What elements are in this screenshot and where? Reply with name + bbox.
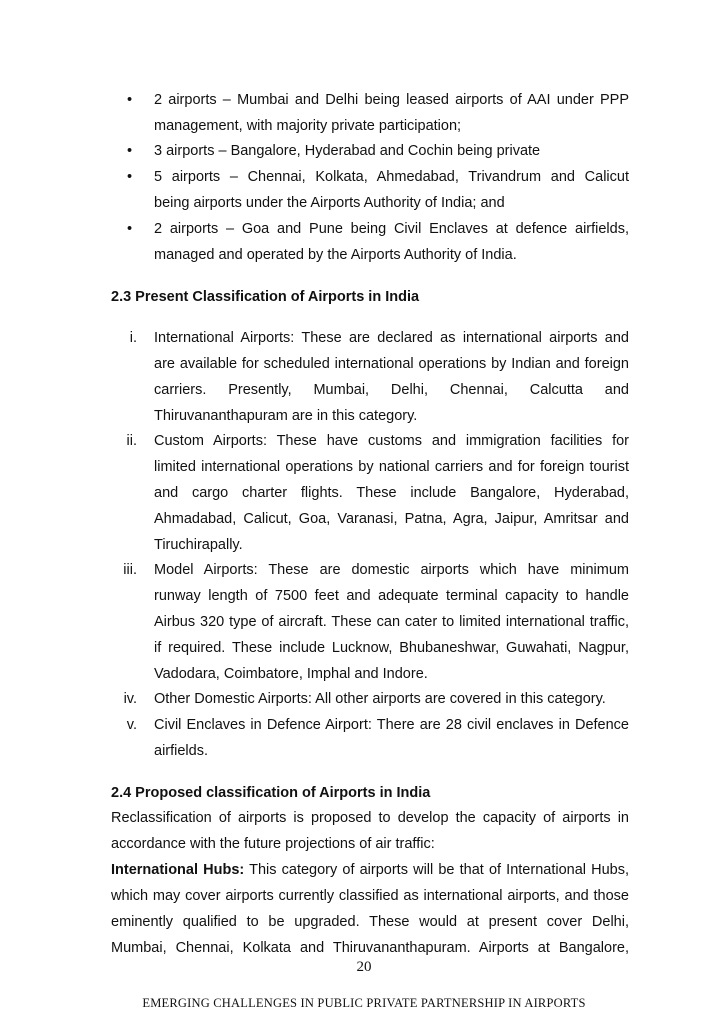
paragraph-line: Reclassification of airports is proposed to develop the capacity of airports in xyxy=(111,810,629,826)
bullet-marker: • xyxy=(127,169,133,185)
bullet-line: managed and operated by the Airports Authority of India. xyxy=(154,247,517,263)
list-item-line: Ahmadabad, Calicut, Goa, Varanasi, Patna, Agra, Jaipur, Amritsar and xyxy=(154,511,629,527)
list-item-line: International Airports: These are declared as international airports and xyxy=(154,330,629,346)
list-number: iii. xyxy=(123,562,137,578)
list-number: ii. xyxy=(126,433,137,449)
list-item-line: runway length of 7500 feet and adequate terminal capacity to handle xyxy=(154,588,629,604)
list-item-line: carriers. Presently, Mumbai, Delhi, Chennai, Calcutta and xyxy=(154,382,629,398)
list-number: v. xyxy=(126,717,137,733)
list-item-line: Vadodara, Coimbatore, Imphal and Indore. xyxy=(154,666,428,682)
bullet-line: 3 airports – Bangalore, Hyderabad and Cochin being private xyxy=(154,143,541,159)
paragraph-line: eminently qualified to be upgraded. These would at present cover Delhi, xyxy=(111,914,629,930)
bullet-line: 2 airports – Goa and Pune being Civil Enclaves at defence airfields, xyxy=(154,221,629,237)
list-item-line: Airbus 320 type of aircraft. These can cater to limited international traffic, xyxy=(154,614,629,630)
page-number: 20 xyxy=(356,959,372,975)
list-number: i. xyxy=(129,330,137,346)
list-item-line: if required. These include Lucknow, Bhubaneshwar, Guwahati, Nagpur, xyxy=(154,640,629,656)
paragraph-line xyxy=(111,860,629,880)
list-item-line: Thiruvananthapuram are in this category. xyxy=(154,408,418,424)
bullet-marker: • xyxy=(127,143,133,159)
list-item-line: limited international operations by national carriers and for foreign tourist xyxy=(154,459,629,475)
section-heading-2-4: 2.4 Proposed classification of Airports in India xyxy=(111,785,431,801)
list-item-line: Other Domestic Airports: All other airports are covered in this category. xyxy=(154,691,606,707)
list-item-line: and cargo charter flights. These include Bangalore, Hyderabad, xyxy=(154,485,629,501)
paragraph-line: which may cover airports currently classified as international airports, and those xyxy=(111,888,629,904)
paragraph-text: This category of airports will be that of International Hubs, xyxy=(244,862,630,878)
list-item-line: Custom Airports: These have customs and immigration facilities for xyxy=(154,433,629,449)
section-heading-2-3: 2.3 Present Classification of Airports in India xyxy=(111,289,420,305)
paragraph-line: Mumbai, Chennai, Kolkata and Thiruvananthapuram. Airports at Bangalore, xyxy=(111,940,629,956)
list-item-line: airfields. xyxy=(154,743,208,759)
bullet-line: 2 airports – Mumbai and Delhi being leased airports of AAI under PPP xyxy=(154,92,629,108)
list-item-line: Civil Enclaves in Defence Airport: There are 28 civil enclaves in Defence xyxy=(154,717,629,733)
bullet-marker: • xyxy=(127,221,133,237)
international-hubs-label: International Hubs: xyxy=(111,862,245,878)
paragraph-line: accordance with the future projections of air traffic: xyxy=(111,836,435,852)
page-footer: EMERGING CHALLENGES IN PUBLIC PRIVATE PARTNERSHIP IN AIRPORTS xyxy=(142,996,586,1010)
list-item-line: Tiruchirapally. xyxy=(154,537,243,553)
list-item-line: are available for scheduled international operations by Indian and foreign xyxy=(154,356,629,372)
bullet-line: 5 airports – Chennai, Kolkata, Ahmedabad, Trivandrum and Calicut xyxy=(154,169,629,185)
bullet-marker: • xyxy=(127,92,133,108)
list-number: iv. xyxy=(123,691,137,707)
bullet-line: management, with majority private participation; xyxy=(154,118,462,134)
list-item-line: Model Airports: These are domestic airports which have minimum xyxy=(154,562,629,578)
bullet-line: being airports under the Airports Authority of India; and xyxy=(154,195,505,211)
